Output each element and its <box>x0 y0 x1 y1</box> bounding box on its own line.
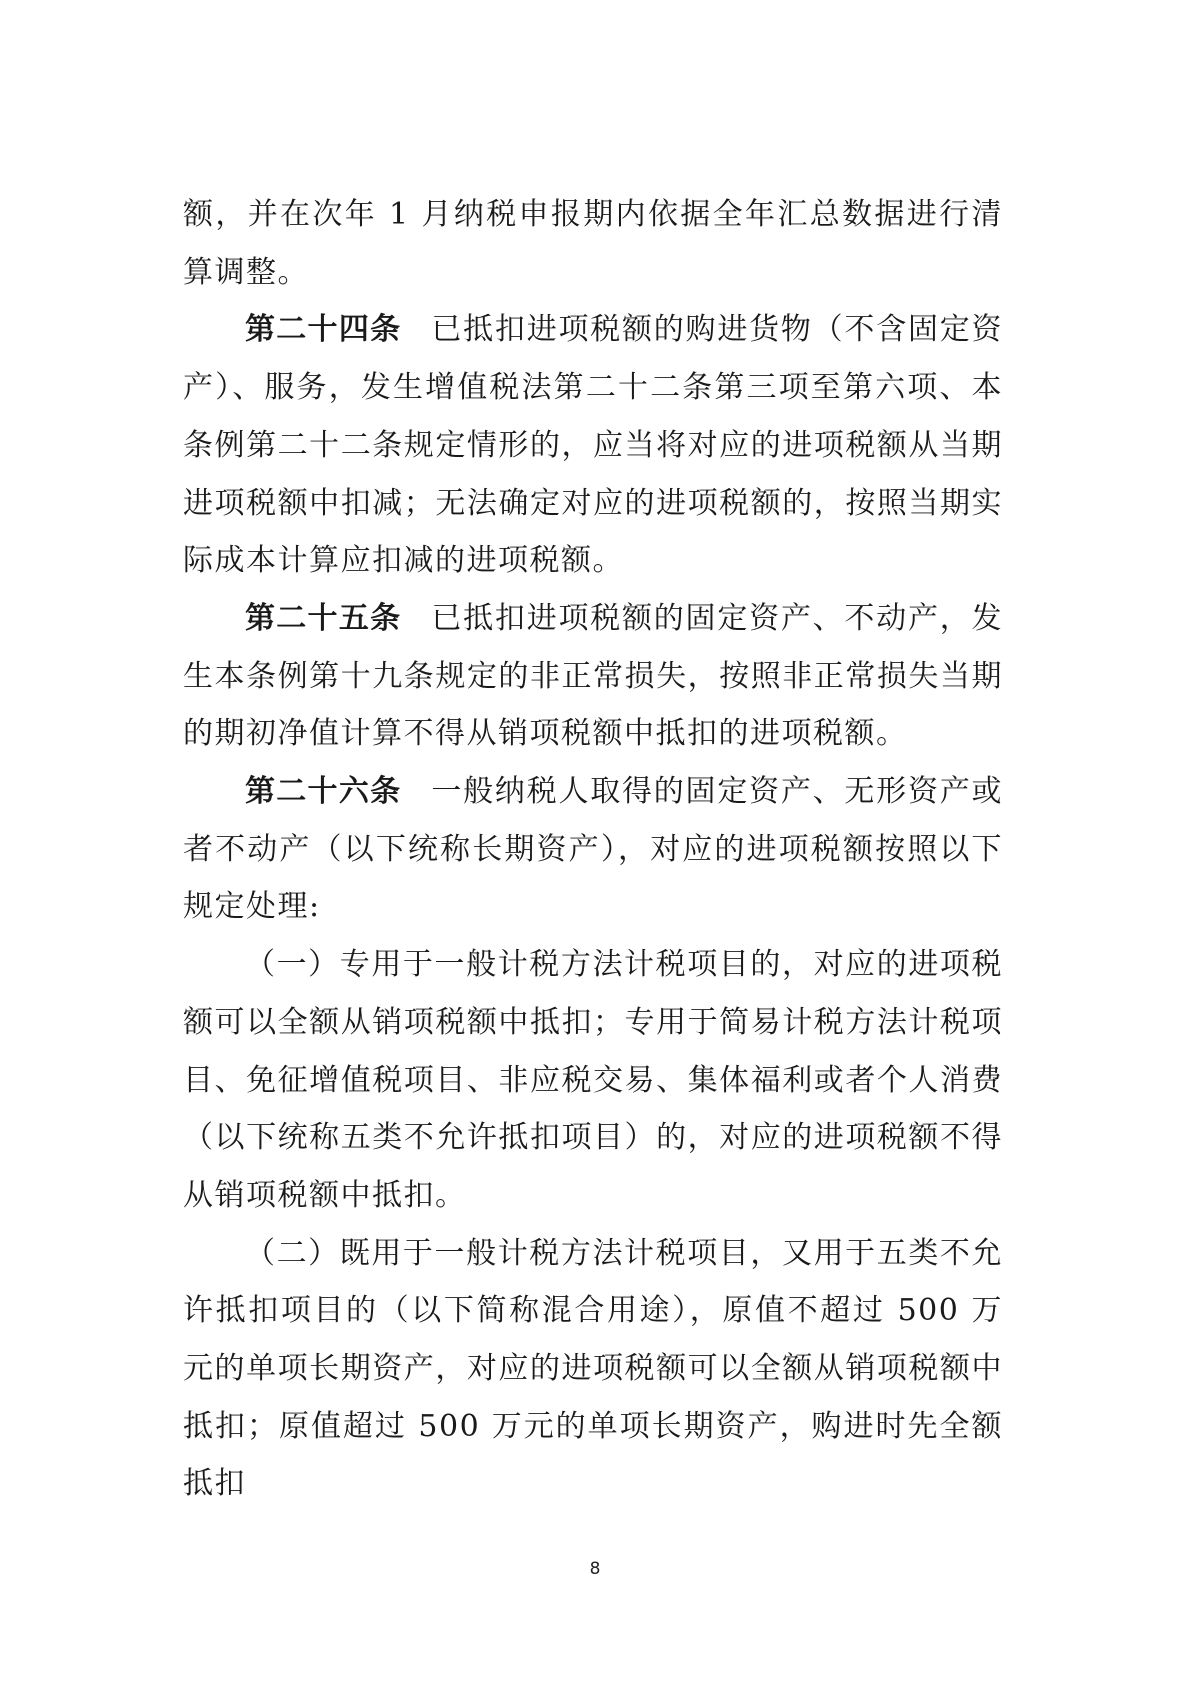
article-title: 第二十五条 <box>245 600 402 636</box>
article-text: 一般纳税人取得的固定资产、无形资产或者不动产（以下统称长期资产），对应的进项税额按照以下规定处理: <box>183 774 1004 925</box>
article-24 <box>183 301 1003 590</box>
article-title: 第二十六条 <box>245 774 402 810</box>
paragraph-continuation <box>183 186 1003 301</box>
paragraph-text: 额，并在次年 1 月纳税申报期内依据全年汇总数据进行清算调整。 <box>183 197 1003 290</box>
clause-2 <box>183 1225 1003 1514</box>
article-title: 第二十四条 <box>245 312 402 348</box>
article-26 <box>183 763 1003 936</box>
page-number: 8 <box>589 1559 601 1579</box>
clause-1 <box>183 936 1003 1225</box>
article-text: 已抵扣进项税额的购进货物（不含固定资产）、服务，发生增值税法第二十二条第三项至第六项、本条例第二十二条规定情形的，应当将对应的进项税额从当期进项税额中扣减；无法确定对应的进项税额的，按照当期实际成本计算应扣减的进项税额。 <box>183 312 1004 579</box>
clause-text: （一）专用于一般计税方法计税项目的，对应的进项税额可以全额从销项税额中抵扣；专用于简易计税方法计税项目、免征增值税项目、非应税交易、集体福利或者个人消费（以下统称五类不允许抵扣项目）的，对应的进项税额不得从销项税额中抵扣。 <box>183 947 1003 1213</box>
article-25 <box>183 590 1003 763</box>
clause-text: （二）既用于一般计税方法计税项目，又用于五类不允许抵扣项目的（以下简称混合用途），原值不超过 500 万元的单项长期资产，对应的进项税额可以全额从销项税额中抵扣；原值超过 500 万元的单项长期资产，购进时先全额抵扣 <box>183 1235 1003 1502</box>
document-body <box>183 186 1003 1513</box>
article-text: 已抵扣进项税额的固定资产、不动产，发生本条例第十九条规定的非正常损失，按照非正常损失当期的期初净值计算不得从销项税额中抵扣的进项税额。 <box>183 600 1004 752</box>
